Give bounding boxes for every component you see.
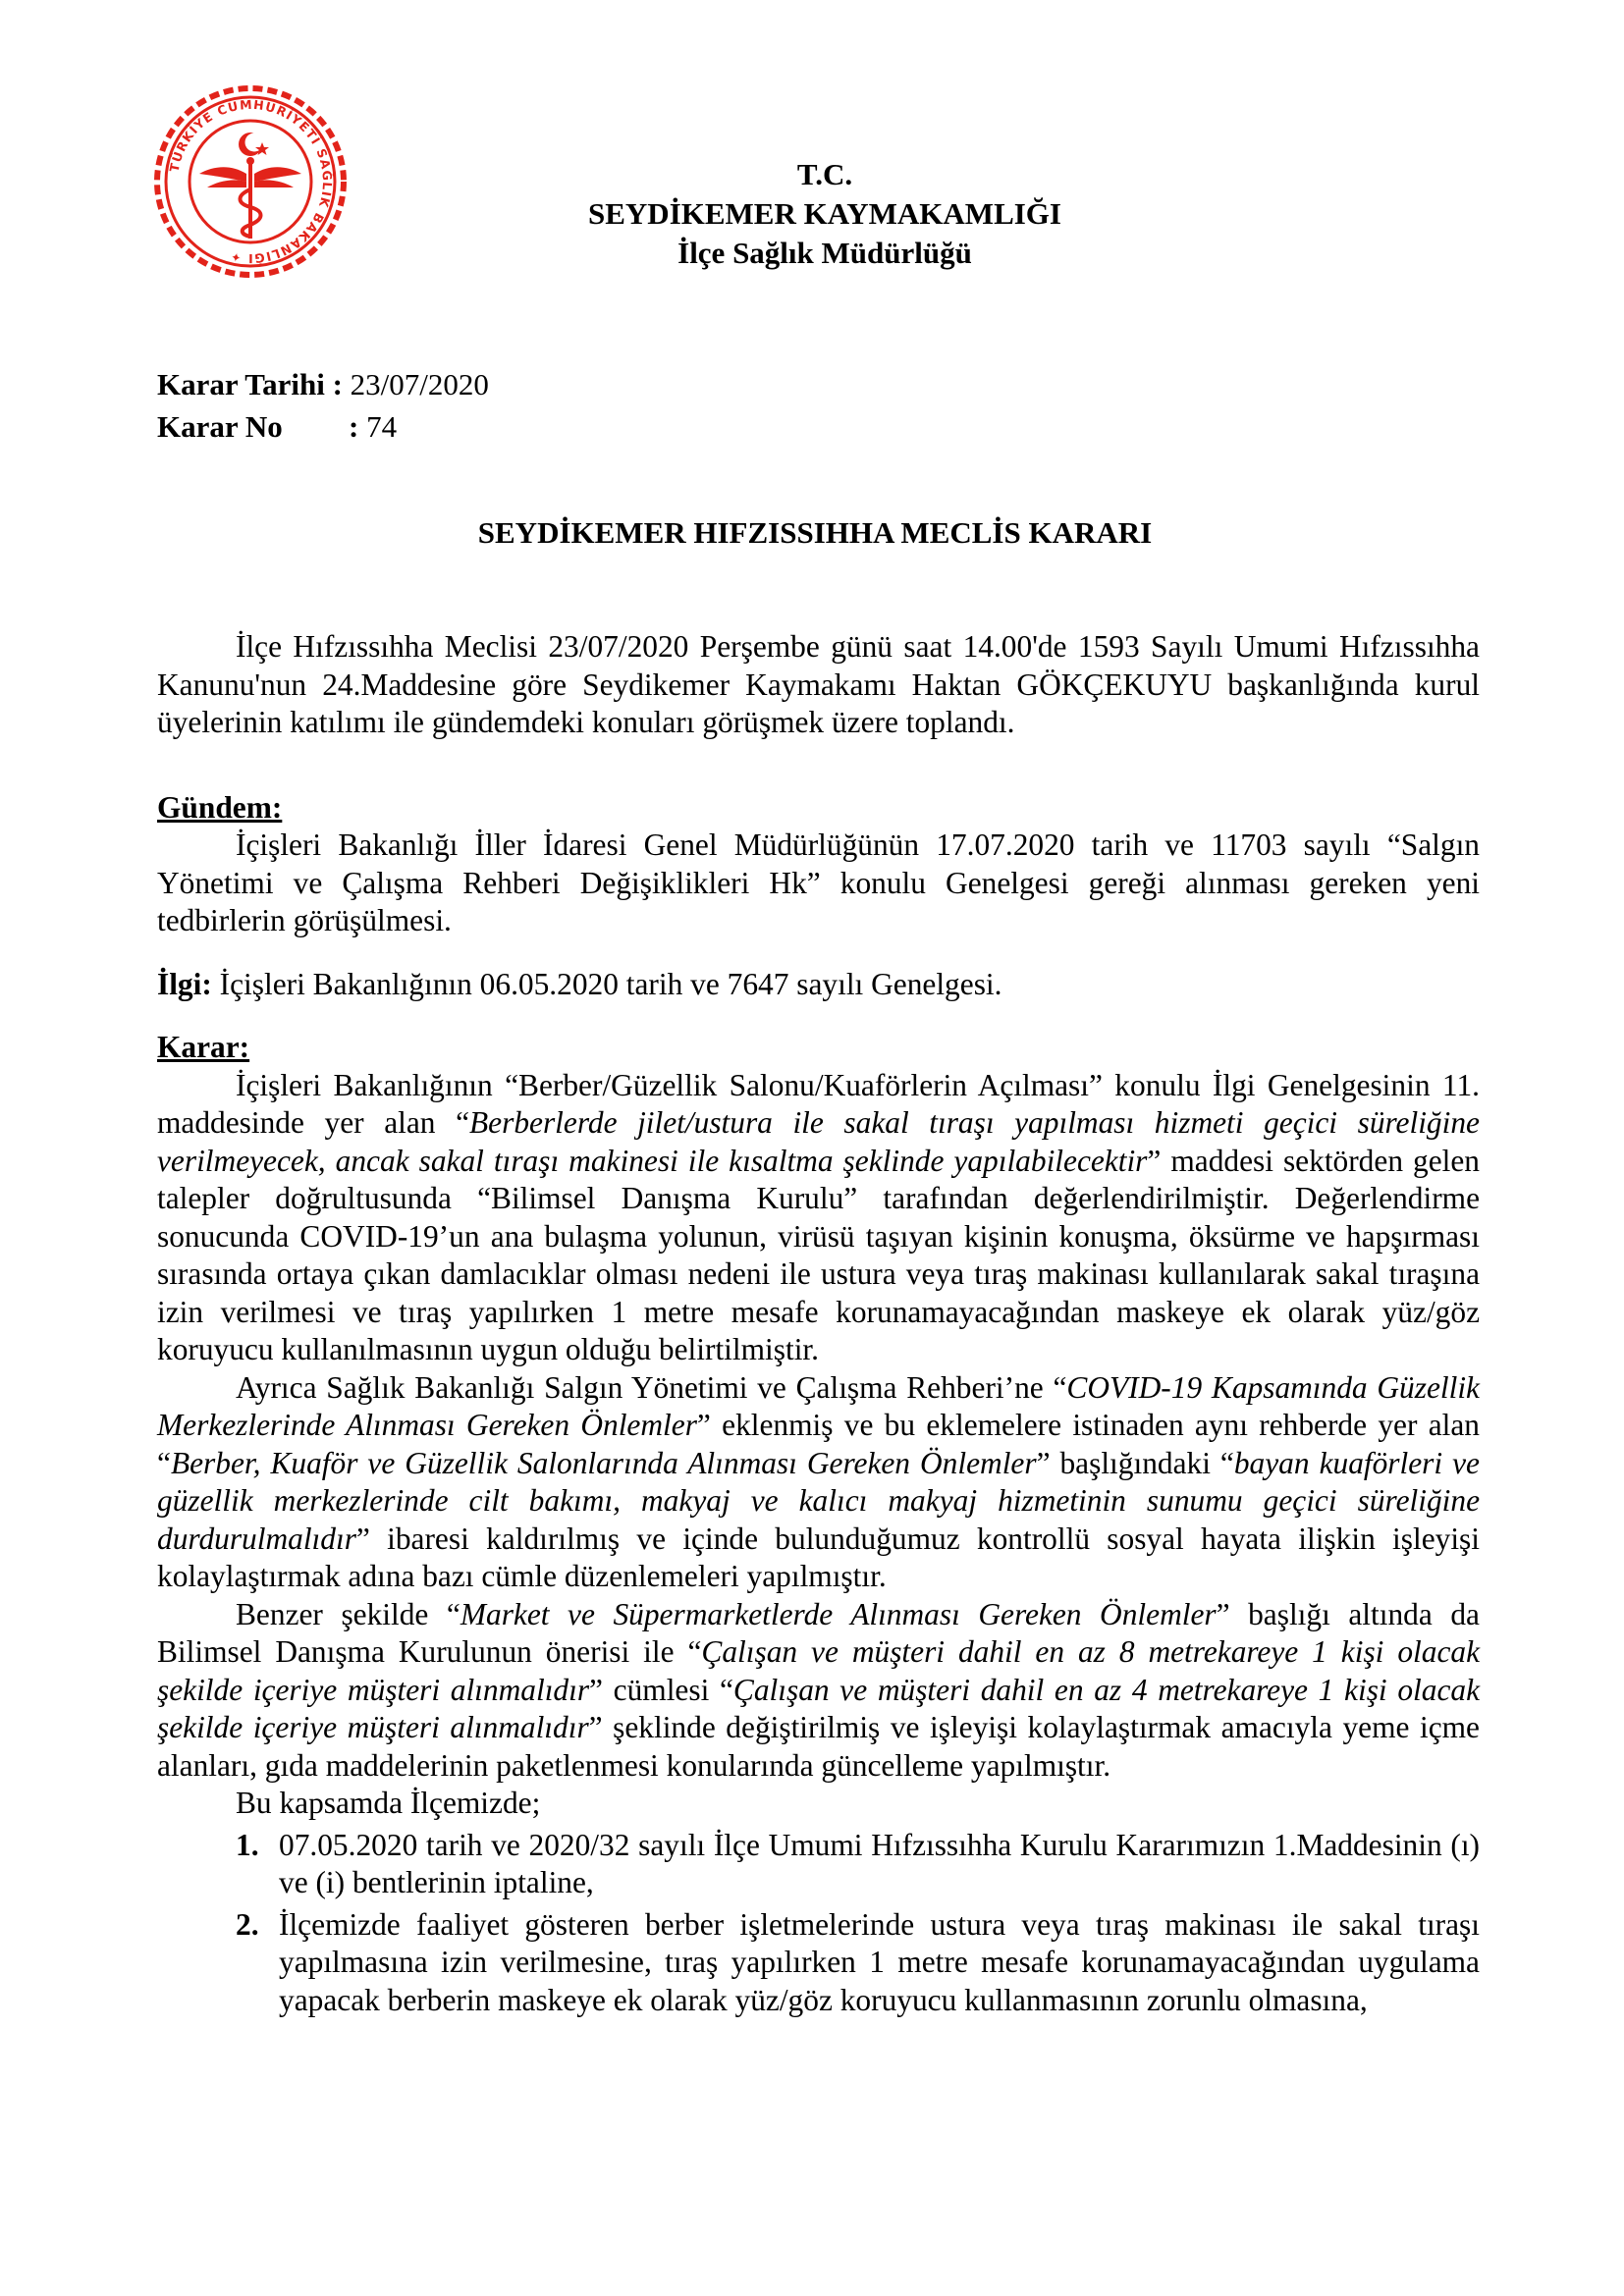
p1-text-c: ” maddesi sektörden gelen talepler doğrultusunda “Bilimsel Danışma Kurulu” tarafından değerlendirilmiştir. Değerlendirme sonucunda COVID-19’un ana bulaşma yolunun, virüsü taşıyan kişinin konuşma, öksürme ve hapşırması sırasında ortaya çıkan damlacıklar olması nedeni ile ustura veya tıraş makinası kullanılarak sakal tıraşına izin verilmesi ve tıraş yapılırken 1 metre mesafe korunamayacağından maskeye ek olarak yüz/göz koruyucu kullanılmasının uygun olduğu belirtilmiştir. bbox=[157, 1143, 1480, 1366]
decision-paragraph-1 bbox=[157, 1067, 1480, 1369]
p2-text-c: ” eklenmiş ve bu eklemelere istinaden aynı rehberde yer alan “ bbox=[157, 1408, 1480, 1480]
decision-items bbox=[157, 1827, 1480, 2020]
p3-text-e: ” cümlesi “ bbox=[589, 1672, 733, 1707]
reference-paragraph bbox=[157, 966, 1480, 1004]
p3-quote-2: Çalışan ve müşteri dahil en az 8 metrekareye 1 kişi olacak şekilde içeriye müşteri alınmalıdır bbox=[157, 1634, 1480, 1707]
list-item-number: 2. bbox=[236, 1906, 259, 1942]
list-item bbox=[157, 1906, 1480, 2020]
reference-label: İlgi: bbox=[157, 966, 212, 1001]
decision-heading: Karar: bbox=[157, 1030, 250, 1064]
reference-text: İçişleri Bakanlığının 06.05.2020 tarih ve 7647 sayılı Genelgesi. bbox=[211, 966, 1002, 1001]
document-title: SEYDİKEMER HIFZISSIHHA MECLİS KARARI bbox=[477, 515, 1153, 550]
p2-text-e: ” başlığındaki “ bbox=[1036, 1445, 1234, 1480]
decision-paragraph-4: Bu kapsamda İlçemizde; bbox=[236, 1786, 541, 1820]
decision-number-row bbox=[157, 405, 489, 448]
p1-quote: Berberlerde jilet/ustura ile sakal tıraşı yapılması hizmeti geçici süreliğine verilmeyecek, ancak sakal tıraşı makinesi ile kısaltma şeklinde yapılabilecektir bbox=[157, 1105, 1480, 1178]
agenda-heading: Gündem: bbox=[157, 789, 283, 825]
header-tc: T.C. bbox=[796, 157, 853, 191]
decision-number-colon: : bbox=[349, 409, 359, 444]
decision-paragraph-2 bbox=[157, 1369, 1480, 1596]
p2-quote-1: COVID-19 Kapsamında Güzellik Merkezlerinde Alınması Gereken Önlemler bbox=[157, 1369, 1480, 1442]
document-header bbox=[412, 155, 1237, 273]
list-item bbox=[157, 1827, 1480, 1902]
p2-text-a: Ayrıca Sağlık Bakanlığı Salgın Yönetimi ve Çalışma Rehberi’ne “ bbox=[236, 1369, 1067, 1405]
decision-date-value: 23/07/2020 bbox=[350, 367, 489, 401]
list-item-number: 1. bbox=[236, 1827, 259, 1862]
agenda-heading-row bbox=[157, 789, 1480, 828]
svg-text:TÜRKİYE CUMHURİYETİ SAĞLIK BAK: TÜRKİYE CUMHURİYETİ SAĞLIK BAKANLIĞI ✦ bbox=[166, 96, 336, 267]
decision-number-label: Karar No bbox=[157, 409, 283, 444]
p2-text-g: ” ibaresi kaldırılmış ve içinde bulunduğumuz kontrollü sosyal hayata ilişkin işleyişi kolaylaştırmak adına bazı cümle düzenlemeleri yapılmıştır. bbox=[157, 1521, 1480, 1593]
decision-date-row bbox=[157, 363, 489, 405]
header-district: SEYDİKEMER KAYMAKAMLIĞI bbox=[588, 196, 1061, 231]
list-item-text: İlçemizde faaliyet gösteren berber işletmelerinde ustura veya tıraş makinası ile sakal tıraşı yapılmasına izin verilmesine, tıraş yapılırken 1 metre mesafe korunamayacağından uygulama yapacak berberin maskeye ek olarak yüz/göz koruyucu kullanmasının zorunlu olmasına, bbox=[279, 1906, 1480, 2017]
header-department: İlçe Sağlık Müdürlüğü bbox=[677, 236, 972, 270]
p3-text-c: ” başlığı altında da Bilimsel Danışma Kurulunun önerisi ile “ bbox=[157, 1596, 1480, 1669]
ministry-logo bbox=[152, 83, 349, 280]
intro-paragraph: İlçe Hıfzıssıhha Meclisi 23/07/2020 Perşembe günü saat 14.00'de 1593 Sayılı Umumi Hıfzıssıhha Kanunu'nun 24.Maddesine göre Seydikemer Kaymakamı Haktan GÖKÇEKUYU başkanlığında kurul üyelerinin katılımı ile gündemdeki konuları görüşmek üzere toplandı. bbox=[157, 629, 1480, 739]
decision-paragraph-3 bbox=[157, 1596, 1480, 1786]
document-body bbox=[157, 628, 1480, 2019]
decision-heading-row bbox=[157, 1029, 1480, 1067]
p3-text-a: Benzer şekilde “ bbox=[236, 1596, 460, 1631]
p2-quote-3: bayan kuaförleri ve güzellik merkezlerinde cilt bakımı, makyaj ve kalıcı makyaj hizmetinin sunumu geçici süreliğine durdurulmalıdır bbox=[157, 1445, 1480, 1556]
p3-text-g: ” şeklinde değiştirilmiş ve işleyişi kolaylaştırmak amacıyla yeme içme alanları, gıda maddelerinin paketlenmesi konularında güncelleme yapılmıştır. bbox=[157, 1710, 1480, 1783]
agenda-text: İçişleri Bakanlığı İller İdaresi Genel Müdürlüğünün 17.07.2020 tarih ve 11703 sayılı “Salgın Yönetimi ve Çalışma Rehberi Değişiklikleri Hk” konulu Genelgesi gereği alınması gereken yeni tedbirlerin görüşülmesi. bbox=[157, 828, 1480, 937]
p3-quote-1: Market ve Süpermarketlerde Alınması Gereken Önlemler bbox=[460, 1596, 1217, 1631]
p2-quote-2: Berber, Kuaför ve Güzellik Salonlarında Alınması Gereken Önlemler bbox=[170, 1445, 1037, 1480]
decision-meta bbox=[157, 363, 489, 448]
decision-date-label: Karar Tarihi : bbox=[157, 367, 343, 401]
list-item-text: 07.05.2020 tarih ve 2020/32 sayılı İlçe Umumi Hıfzıssıhha Kurulu Kararımızın 1.Maddesinin (ı) ve (i) bentlerinin iptaline, bbox=[279, 1827, 1480, 1899]
decision-number-value: 74 bbox=[366, 409, 398, 444]
p1-text-a: İçişleri Bakanlığının “Berber/Güzellik Salonu/Kuaförlerin Açılması” konulu İlgi Genelgesinin 11. maddesinde yer alan “ bbox=[157, 1067, 1480, 1140]
p3-quote-3: Çalışan ve müşteri dahil en az 4 metrekareye 1 kişi olacak şekilde içeriye müşteri alınmalıdır bbox=[157, 1672, 1480, 1744]
